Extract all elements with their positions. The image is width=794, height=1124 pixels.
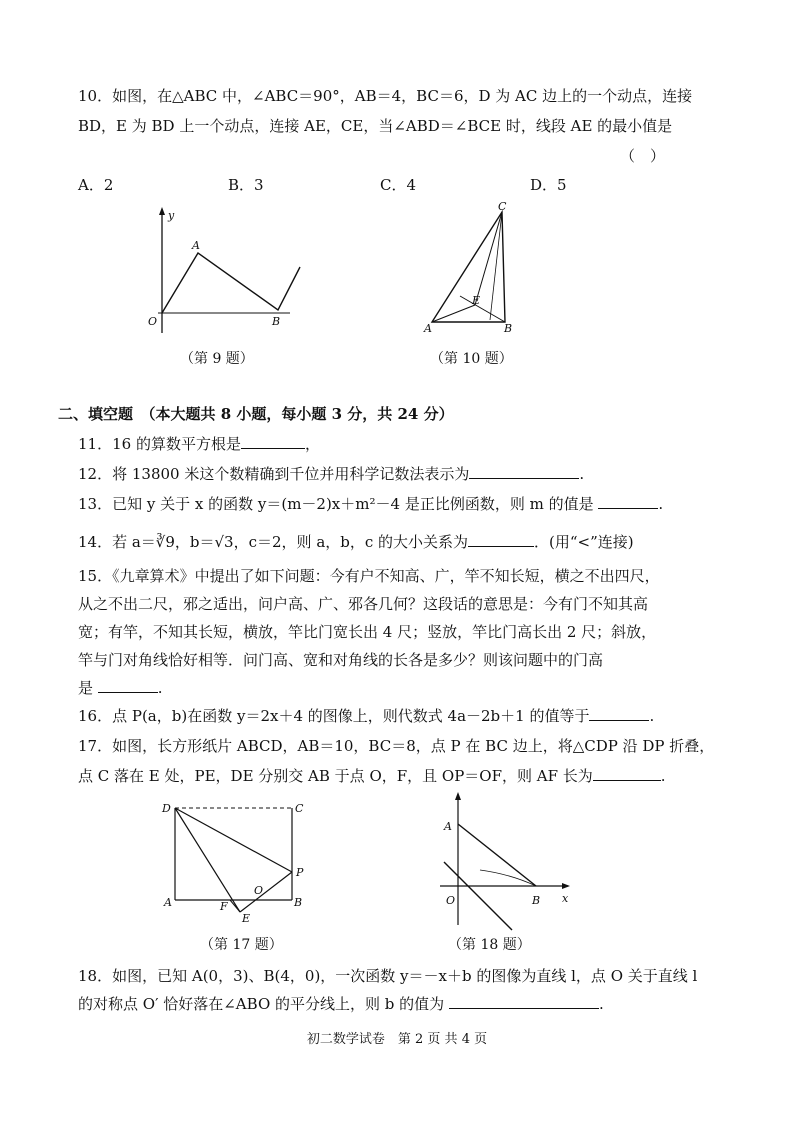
fig18-label-b: B xyxy=(532,894,541,907)
figure-10 xyxy=(420,200,530,340)
q13 xyxy=(78,494,663,514)
q10-line1: 10．如图，在△ABC 中，∠ABC＝90°，AB＝4，BC＝6，D 为 AC 边上的一个动点，连接 xyxy=(78,87,693,105)
fig10-label-c: C xyxy=(498,200,507,213)
fig18-y-arrow xyxy=(455,792,461,800)
fig17-label-e: E xyxy=(242,912,251,925)
q18-tail: . xyxy=(598,995,604,1013)
q14 xyxy=(78,532,634,552)
q15-line2: 从之不出二尺，邪之适出，问户高、广、邪各几何？这段话的意思是：今有门不知其高 xyxy=(78,595,649,613)
q13-tail: . xyxy=(658,495,664,513)
q11-blank xyxy=(241,434,305,449)
q10-option-a: A．2 xyxy=(78,176,114,194)
q11-tail: ， xyxy=(304,435,320,453)
fig17-caption: （第 17 题） xyxy=(200,937,283,953)
fig9-label-b: B xyxy=(272,315,281,328)
fig17-label-a: A xyxy=(164,896,172,909)
fig10-triangle xyxy=(432,212,505,322)
q17-tail: . xyxy=(660,767,666,785)
q14-text: 14．若 a＝∛9，b＝√3，c＝2，则 a，b，c 的大小关系为 xyxy=(78,533,469,551)
q16-text: 16．点 P(a，b)在函数 y＝2x＋4 的图像上，则代数式 4a－2b＋1 的值等于 xyxy=(78,707,590,725)
q18-line2 xyxy=(78,994,604,1014)
q15-line5 xyxy=(78,678,163,698)
q10-option-b: B．3 xyxy=(228,176,264,194)
q15-line5-text: 是 xyxy=(78,679,94,697)
page-footer: 初二数学试卷 第 2 页 共 4 页 xyxy=(306,1032,488,1047)
q12-blank xyxy=(469,464,579,479)
fig10-label-e: E xyxy=(472,294,481,307)
section-title: 二、填空题 （本大题共 8 小题，每小题 3 分，共 24 分） xyxy=(58,405,454,423)
fig18-bisector xyxy=(480,870,536,886)
q18-line2-text: 的对称点 O′ 恰好落在∠ABO 的平分线上，则 b 的值为 xyxy=(78,995,445,1013)
fig18-ab xyxy=(458,824,536,886)
fig17-dp xyxy=(175,808,292,872)
fig10-caption: （第 10 题） xyxy=(430,351,513,367)
fig17-pe xyxy=(240,872,292,912)
fig10-ae xyxy=(432,305,475,322)
fig18-x-arrow xyxy=(562,883,570,889)
fig10-bd xyxy=(460,296,505,322)
q13-text: 13．已知 y 关于 x 的函数 y＝(m－2)x＋m²－4 是正比例函数，则 m 的值是 xyxy=(78,495,594,513)
q17-line2 xyxy=(78,766,666,786)
fig18-caption: （第 18 题） xyxy=(448,937,531,953)
fig18-label-a: A xyxy=(444,820,452,833)
fig17-label-f: F xyxy=(220,900,228,913)
q10-line2: BD，E 为 BD 上一个动点，连接 AE，CE，当∠ABD＝∠BCE 时，线段 AE 的最小值是 xyxy=(78,117,673,135)
fig10-label-b: B xyxy=(504,322,513,335)
figure-18 xyxy=(430,790,590,930)
fig17-label-b: B xyxy=(294,896,303,909)
fig18-label-o: O xyxy=(446,894,456,907)
q15-blank xyxy=(98,678,158,693)
q18-line1: 18．如图，已知 A(0，3)、B(4，0)，一次函数 y＝－x＋b 的图像为直线 l，点 O 关于直线 l xyxy=(78,967,698,985)
fig9-label-a: A xyxy=(192,239,200,252)
q12-text: 12．将 13800 米这个数精确到千位并用科学记数法表示为 xyxy=(78,465,470,483)
q16 xyxy=(78,706,654,726)
q12 xyxy=(78,464,584,484)
q11 xyxy=(78,434,320,454)
fig17-de xyxy=(175,808,240,912)
q11-text: 11．16 的算数平方根是 xyxy=(78,435,241,453)
q13-blank xyxy=(598,494,658,509)
fig9-y-arrow xyxy=(159,207,165,215)
q10-option-d: D．5 xyxy=(530,176,567,194)
q17-line2-text: 点 C 落在 E 处，PE，DE 分别交 AB 于点 O，F，且 OP＝OF，则 AF 长为 xyxy=(78,767,593,785)
fig9-caption: （第 9 题） xyxy=(180,351,254,367)
q16-blank xyxy=(589,706,649,721)
q15-tail: . xyxy=(157,679,163,697)
fig10-ce xyxy=(475,212,502,305)
q15-line3: 宽；有竿，不知其长短，横放，竿比门宽长出 4 尺；竖放，竿比门高长出 2 尺；斜放， xyxy=(78,623,657,641)
q17-line1: 17．如图，长方形纸片 ABCD，AB＝10，BC＝8，点 P 在 BC 边上，将△CDP 沿 DP 折叠， xyxy=(78,737,715,755)
q14-tail: ．(用“<”连接) xyxy=(534,533,634,551)
q16-tail: . xyxy=(649,707,655,725)
fig9-label-y: y xyxy=(168,209,175,222)
q14-blank xyxy=(468,532,534,547)
figure-17 xyxy=(160,800,310,930)
fig17-fe xyxy=(230,900,240,912)
fig9-graph xyxy=(162,253,300,313)
q18-blank xyxy=(449,994,599,1009)
q10-option-c: C．4 xyxy=(380,176,417,194)
q12-tail: . xyxy=(579,465,585,483)
fig17-label-d: D xyxy=(162,802,171,815)
fig10-label-a: A xyxy=(424,322,432,335)
fig17-label-c: C xyxy=(295,802,304,815)
q10-answer-paren: （ ） xyxy=(620,147,666,165)
q17-blank xyxy=(593,766,661,781)
fig18-label-x: x xyxy=(562,892,569,905)
fig9-label-o: O xyxy=(148,315,158,328)
fig17-label-p: P xyxy=(296,866,304,879)
figure-9 xyxy=(140,205,310,340)
q15-line4: 竿与门对角线恰好相等．问门高、宽和对角线的长各是多少？则该问题中的门高 xyxy=(78,651,604,669)
fig17-label-o: O xyxy=(254,884,264,897)
q15-line1: 15．《九章算术》中提出了如下问题：今有户不知高、广，竿不知长短，横之不出四尺， xyxy=(78,567,660,585)
